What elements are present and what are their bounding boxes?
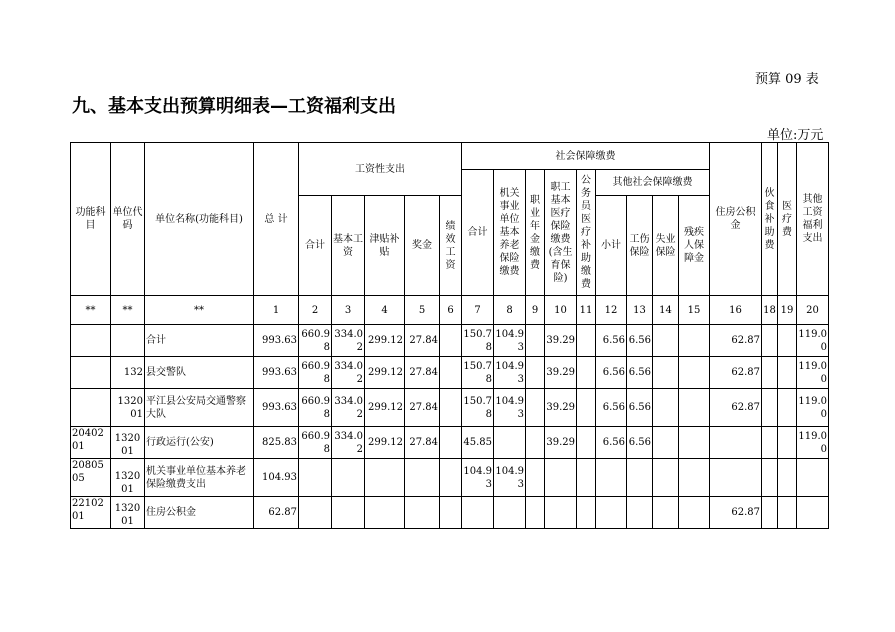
value-cell [653, 459, 679, 497]
value-cell [762, 357, 778, 389]
func-code-cell: 2040201 [71, 427, 111, 459]
value-cell [653, 427, 679, 459]
form-number: 预算 09 表 [755, 72, 819, 87]
value-cell: 104.93 [494, 459, 526, 497]
value-cell: 660.98 [299, 427, 332, 459]
value-cell [526, 497, 545, 529]
index-cell: 4 [365, 296, 405, 325]
value-cell [545, 497, 577, 529]
value-cell: 6.56 [596, 325, 627, 357]
value-cell: 334.02 [332, 325, 365, 357]
value-cell: 993.63 [254, 357, 299, 389]
unit-code-cell: 132001 [111, 427, 145, 459]
col-other-wage: 其他工资福利支出 [797, 143, 829, 296]
index-cell: 19 [778, 296, 797, 325]
col-pension: 机关事业单位基本养老保险缴费 [494, 170, 526, 296]
index-cell: 13 [627, 296, 653, 325]
value-cell: 119.00 [797, 357, 829, 389]
value-cell: 993.63 [254, 389, 299, 427]
index-cell: 8 [494, 296, 526, 325]
value-cell [299, 497, 332, 529]
table-body [71, 325, 829, 529]
value-cell [577, 427, 596, 459]
value-cell [653, 325, 679, 357]
value-cell [462, 497, 494, 529]
table-row [71, 459, 829, 497]
value-cell [778, 459, 797, 497]
func-code-cell [71, 357, 111, 389]
index-cell: ** [145, 296, 254, 325]
index-cell: 2 [299, 296, 332, 325]
value-cell [494, 427, 526, 459]
col-meal: 伙食补助费 [762, 143, 778, 296]
value-cell [679, 427, 710, 459]
value-cell [440, 497, 462, 529]
value-cell: 27.84 [405, 357, 440, 389]
col-other-subtotal: 小计 [596, 196, 627, 296]
value-cell [577, 497, 596, 529]
value-cell: 150.78 [462, 389, 494, 427]
index-cell: ** [71, 296, 111, 325]
value-cell [778, 357, 797, 389]
value-cell: 660.98 [299, 389, 332, 427]
value-cell [405, 497, 440, 529]
value-cell: 104.93 [254, 459, 299, 497]
col-wage-group: 工资性支出 [299, 143, 462, 196]
col-wage-total: 合计 [299, 196, 332, 296]
value-cell: 993.63 [254, 325, 299, 357]
index-cell: 12 [596, 296, 627, 325]
index-row [71, 296, 829, 325]
value-cell: 62.87 [710, 357, 762, 389]
unit-label: 单位:万元 [767, 128, 824, 143]
index-cell: 10 [545, 296, 577, 325]
value-cell: 334.02 [332, 389, 365, 427]
value-cell [679, 459, 710, 497]
index-cell: 18 [762, 296, 778, 325]
value-cell: 39.29 [545, 325, 577, 357]
col-med-fee: 医疗费 [778, 143, 797, 296]
value-cell: 6.56 [596, 389, 627, 427]
value-cell: 6.56 [627, 325, 653, 357]
col-ss-total: 合计 [462, 170, 494, 296]
value-cell [627, 459, 653, 497]
value-cell [653, 497, 679, 529]
value-cell [679, 497, 710, 529]
value-cell [679, 389, 710, 427]
value-cell [778, 497, 797, 529]
value-cell: 6.56 [627, 389, 653, 427]
col-medical: 职工基本医疗保险缴费(含生育保险) [545, 170, 577, 296]
index-cell: 5 [405, 296, 440, 325]
index-cell: 11 [577, 296, 596, 325]
value-cell [440, 459, 462, 497]
col-unit-name: 单位名称(功能科目) [145, 143, 254, 296]
value-cell: 62.87 [710, 389, 762, 427]
value-cell [710, 427, 762, 459]
value-cell [440, 325, 462, 357]
table-row [71, 427, 829, 459]
table-row [71, 389, 829, 427]
value-cell: 6.56 [596, 427, 627, 459]
value-cell [762, 427, 778, 459]
value-cell [365, 459, 405, 497]
value-cell: 62.87 [254, 497, 299, 529]
col-disabled: 残疾人保障金 [679, 196, 710, 296]
index-cell: 1 [254, 296, 299, 325]
value-cell [440, 427, 462, 459]
value-cell [762, 497, 778, 529]
col-perf-wage: 绩效工资 [440, 196, 462, 296]
value-cell [710, 459, 762, 497]
value-cell: 104.93 [462, 459, 494, 497]
index-cell: 20 [797, 296, 829, 325]
index-cell: 6 [440, 296, 462, 325]
value-cell [762, 459, 778, 497]
value-cell [365, 497, 405, 529]
unit-name-cell: 平江县公安局交通警察大队 [145, 389, 254, 427]
value-cell: 104.93 [494, 357, 526, 389]
col-injury: 工伤保险 [627, 196, 653, 296]
value-cell: 119.00 [797, 389, 829, 427]
col-total: 总 计 [254, 143, 299, 296]
index-cell: 14 [653, 296, 679, 325]
value-cell [494, 497, 526, 529]
value-cell [526, 389, 545, 427]
value-cell: 334.02 [332, 427, 365, 459]
col-housing: 住房公积金 [710, 143, 762, 296]
unit-code-cell: 132001 [111, 459, 145, 497]
index-cell: 9 [526, 296, 545, 325]
table-row [71, 497, 829, 529]
value-cell: 27.84 [405, 427, 440, 459]
value-cell [577, 357, 596, 389]
value-cell [762, 389, 778, 427]
value-cell: 6.56 [596, 357, 627, 389]
value-cell: 6.56 [627, 427, 653, 459]
value-cell [596, 497, 627, 529]
index-cell: 3 [332, 296, 365, 325]
col-unit-code: 单位代码 [111, 143, 145, 296]
unit-code-cell [111, 325, 145, 357]
col-unemployment: 失业保险 [653, 196, 679, 296]
value-cell: 104.93 [494, 389, 526, 427]
func-code-cell: 2210201 [71, 497, 111, 529]
value-cell [440, 357, 462, 389]
value-cell [440, 389, 462, 427]
value-cell [299, 459, 332, 497]
value-cell: 27.84 [405, 325, 440, 357]
value-cell [679, 325, 710, 357]
func-code-cell [71, 325, 111, 357]
index-cell: 15 [679, 296, 710, 325]
value-cell [778, 427, 797, 459]
value-cell [545, 459, 577, 497]
unit-name-cell: 机关事业单位基本养老保险缴费支出 [145, 459, 254, 497]
col-ss-group: 社会保障缴费 [462, 143, 710, 170]
col-other-ss-group: 其他社会保障缴费 [596, 170, 710, 196]
budget-table [70, 142, 829, 529]
value-cell: 150.78 [462, 357, 494, 389]
unit-name-cell: 合计 [145, 325, 254, 357]
value-cell [577, 459, 596, 497]
value-cell: 825.83 [254, 427, 299, 459]
col-basic-wage: 基本工资 [332, 196, 365, 296]
unit-code-cell: 132 [111, 357, 145, 389]
unit-name-cell: 县交警队 [145, 357, 254, 389]
page-title: 九、基本支出预算明细表—工资福利支出 [72, 96, 396, 117]
value-cell [797, 459, 829, 497]
value-cell: 299.12 [365, 357, 405, 389]
table-row [71, 325, 829, 357]
value-cell: 660.98 [299, 325, 332, 357]
value-cell: 299.12 [365, 427, 405, 459]
value-cell [577, 325, 596, 357]
value-cell: 660.98 [299, 357, 332, 389]
col-civil-medical: 公务员医疗补助缴费 [577, 170, 596, 296]
col-func-code: 功能科目 [71, 143, 111, 296]
value-cell [526, 459, 545, 497]
value-cell [526, 357, 545, 389]
value-cell [778, 389, 797, 427]
value-cell: 39.29 [545, 389, 577, 427]
table-row [71, 357, 829, 389]
value-cell [332, 497, 365, 529]
unit-name-cell: 行政运行(公安) [145, 427, 254, 459]
value-cell [526, 427, 545, 459]
index-cell: ** [111, 296, 145, 325]
value-cell [797, 497, 829, 529]
value-cell: 299.12 [365, 325, 405, 357]
col-bonus: 奖金 [405, 196, 440, 296]
func-code-cell [71, 389, 111, 427]
value-cell [577, 389, 596, 427]
func-code-cell: 2080505 [71, 459, 111, 497]
value-cell [405, 459, 440, 497]
col-annuity: 职业年金缴费 [526, 170, 545, 296]
value-cell: 119.00 [797, 325, 829, 357]
index-cell: 16 [710, 296, 762, 325]
value-cell: 62.87 [710, 325, 762, 357]
unit-name-cell: 住房公积金 [145, 497, 254, 529]
unit-code-cell: 132001 [111, 497, 145, 529]
value-cell: 150.78 [462, 325, 494, 357]
index-cell: 7 [462, 296, 494, 325]
value-cell [332, 459, 365, 497]
value-cell [653, 357, 679, 389]
col-allowance: 津贴补贴 [365, 196, 405, 296]
value-cell [679, 357, 710, 389]
value-cell [526, 325, 545, 357]
value-cell [627, 497, 653, 529]
value-cell: 119.00 [797, 427, 829, 459]
value-cell: 39.29 [545, 427, 577, 459]
value-cell: 104.93 [494, 325, 526, 357]
value-cell: 39.29 [545, 357, 577, 389]
value-cell [778, 325, 797, 357]
value-cell [596, 459, 627, 497]
value-cell: 45.85 [462, 427, 494, 459]
value-cell: 6.56 [627, 357, 653, 389]
value-cell: 62.87 [710, 497, 762, 529]
value-cell [762, 325, 778, 357]
value-cell [653, 389, 679, 427]
value-cell: 299.12 [365, 389, 405, 427]
value-cell: 334.02 [332, 357, 365, 389]
value-cell: 27.84 [405, 389, 440, 427]
unit-code-cell: 132001 [111, 389, 145, 427]
